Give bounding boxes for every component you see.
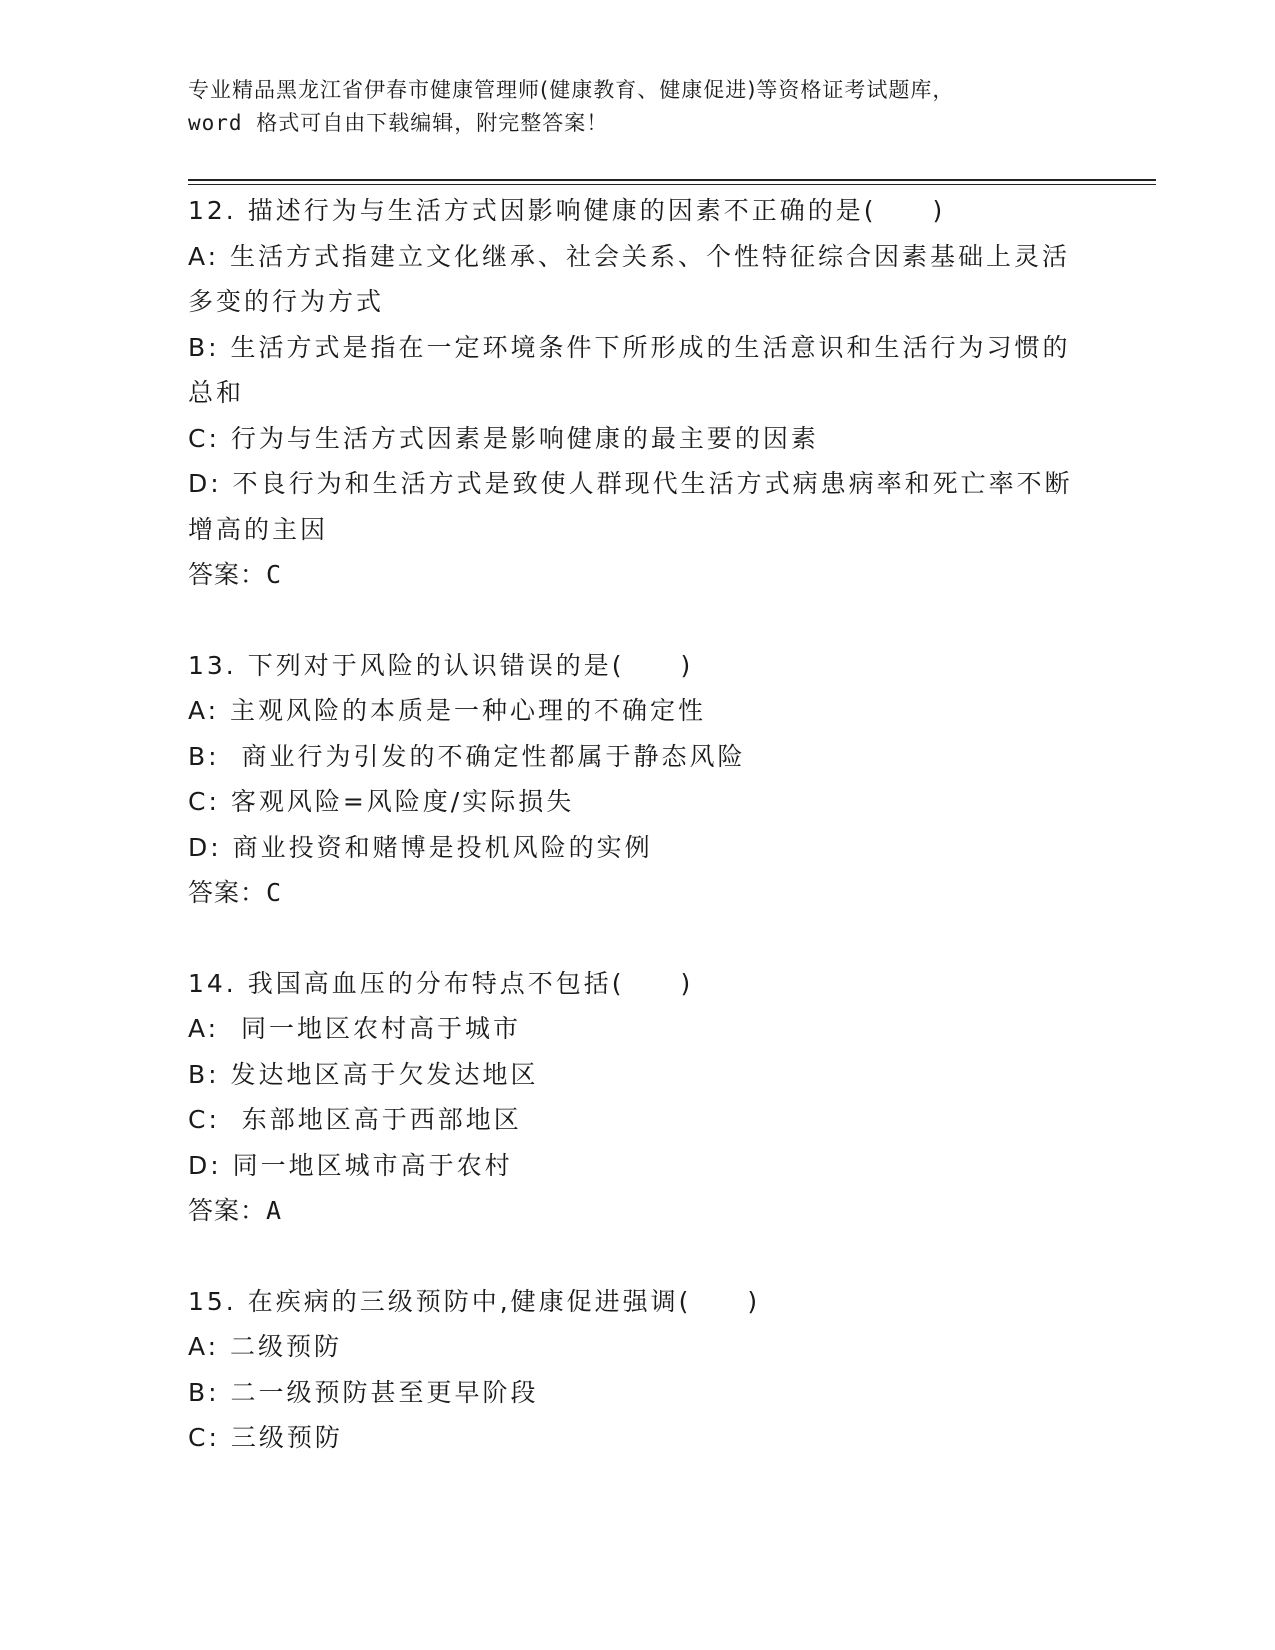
answer-label: 答案： bbox=[188, 560, 267, 589]
question-stem: 13. 下列对于风险的认识错误的是( ) bbox=[188, 650, 694, 680]
answer-value: C bbox=[266, 878, 283, 907]
answer-label: 答案： bbox=[188, 878, 267, 907]
question-option: C: 东部地区高于西部地区 bbox=[188, 1105, 522, 1134]
question-list bbox=[188, 188, 1088, 1506]
answer-line bbox=[188, 1188, 1088, 1234]
question-option: A: 同一地区农村高于城市 bbox=[188, 1014, 521, 1043]
question-option: B: 生活方式是指在一定环境条件下所形成的生活意识和生活行为习惯的总和 bbox=[188, 332, 1071, 407]
answer-value: A bbox=[266, 1196, 283, 1225]
question-stem: 15. 在疾病的三级预防中,健康促进强调( ) bbox=[188, 1286, 761, 1316]
question-option: C: 客观风险=风险度/实际损失 bbox=[188, 787, 575, 816]
question-option: C: 行为与生活方式因素是影响健康的最主要的因素 bbox=[188, 423, 819, 453]
question-option: A: 主观风险的本质是一种心理的不确定性 bbox=[188, 696, 707, 725]
question-stem: 14. 我国高血压的分布特点不包括( ) bbox=[188, 968, 694, 998]
question-option: D: 不良行为和生活方式是致使人群现代生活方式病患病率和死亡率不断增高的主因 bbox=[188, 469, 1073, 544]
question-stem: 12. 描述行为与生活方式因影响健康的因素不正确的是( ) bbox=[188, 196, 946, 225]
header-rule-thin bbox=[188, 184, 1156, 185]
question-option: B: 商业行为引发的不确定性都属于静态风险 bbox=[188, 741, 746, 771]
header-line-2: word 格式可自由下载编辑，附完整答案！ bbox=[188, 111, 609, 135]
question-option: B: 二一级预防甚至更早阶段 bbox=[188, 1377, 539, 1407]
answer-label: 答案： bbox=[188, 1196, 267, 1225]
question-option: D: 商业投资和赌博是投机风险的实例 bbox=[188, 832, 653, 862]
header-rule-thick bbox=[188, 179, 1156, 181]
question-option: B: 发达地区高于欠发达地区 bbox=[188, 1059, 539, 1089]
question-block bbox=[188, 961, 1088, 1234]
question-option: D: 同一地区城市高于农村 bbox=[188, 1150, 513, 1180]
header-line-1: 专业精品黑龙江省伊春市健康管理师(健康教育、健康促进)等资格证考试题库， bbox=[188, 78, 955, 102]
answer-line bbox=[188, 552, 1088, 598]
question-block bbox=[188, 1279, 1088, 1461]
document-header bbox=[188, 74, 1088, 140]
question-option: A: 生活方式指建立文化继承、社会关系、个性特征综合因素基础上灵活多变的行为方式 bbox=[188, 241, 1071, 316]
question-block bbox=[188, 643, 1088, 916]
question-option: A: 二级预防 bbox=[188, 1332, 343, 1361]
question-option: C: 三级预防 bbox=[188, 1423, 343, 1452]
question-block bbox=[188, 188, 1088, 598]
answer-value: C bbox=[266, 560, 283, 589]
answer-line bbox=[188, 870, 1088, 916]
